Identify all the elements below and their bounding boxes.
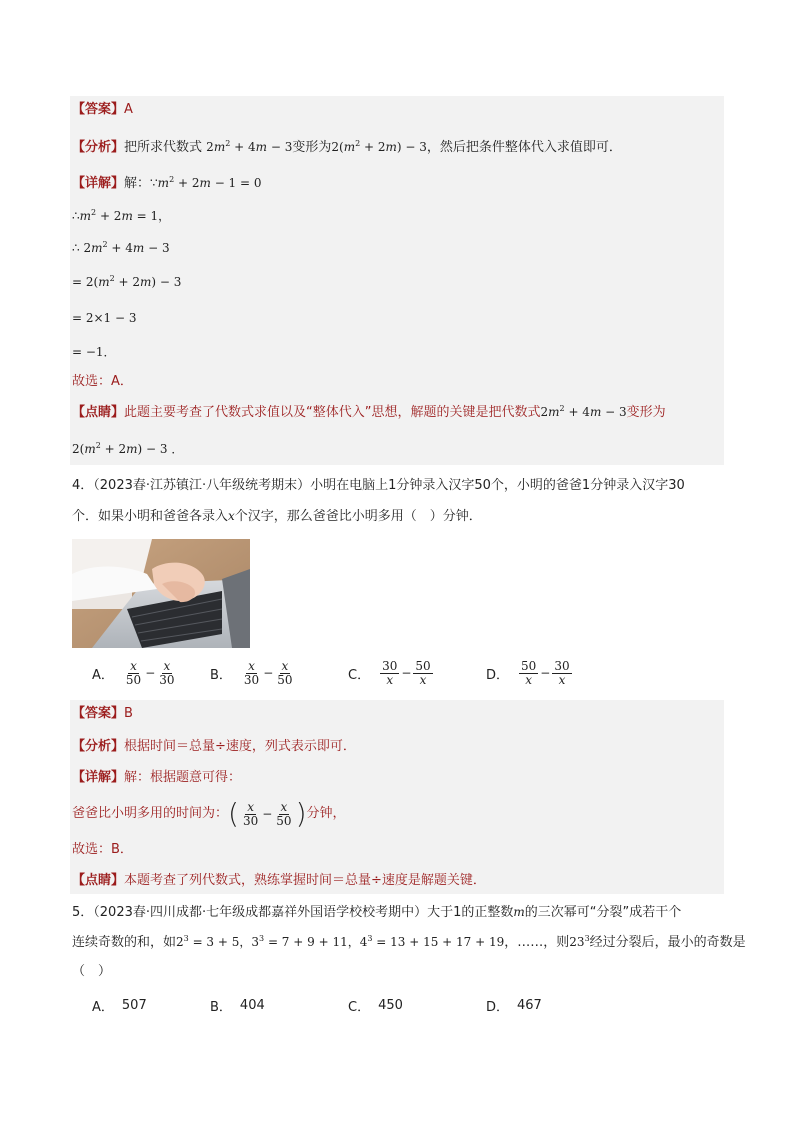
q3-step-1: $\therefore m^2 + 2m = 1$， [72,208,171,223]
answer-tag: 【答案】 [72,706,125,721]
analysis-tag: 【分析】 [72,739,125,754]
q4-detail: 【详解】解：根据题意可得： [72,770,242,785]
answer-tag: 【答案】 [72,102,125,117]
math-expression: $23^3$ [569,934,590,949]
math-expression: $2^3 = 3 + 5$，$3^3 = 7 + 9 + 11$，$4^3 = 13 + 15 + 17 + 19$ [176,934,505,949]
math-expression: $2m^2 + 4m - 3$ [206,139,293,154]
detail-tag: 【详解】 [72,176,125,191]
q3-comment: 【点睛】此题主要考查了代数式求值以及“整体代入”思想，解题的关键是把代数式$2m^2 + 4m - 3$变形为 [72,404,666,420]
math-expression: ( $\frac{x}{30}$ − $\frac{x}{50}$ ) [228,797,307,830]
comment-tag: 【点睛】 [72,873,125,888]
option-expression: $\frac{30}{x}$ − $\frac{50}{x}$ [382,659,431,687]
q4-option-c[interactable]: C． $\frac{30}{x}$ − $\frac{50}{x}$ [348,660,435,687]
q5-stem-line-2: 连续奇数的和，如$2^3 = 3 + 5$，$3^3 = 7 + 9 + 11$，$4^3 = 13 + 15 + 17 + 19$，……，则$23^3$经过分裂后，最小的奇数是 [72,934,746,950]
math-expression: $\because m^2 + 2m - 1 = 0$ [150,175,262,190]
q3-detail: 【详解】解：$\because m^2 + 2m - 1 = 0$ [72,175,262,191]
q3-analysis: 【分析】把所求代数式 $2m^2 + 4m - 3$变形为$2(m^2 + 2m) - 3$，然后把条件整体代入求值即可． [72,139,622,155]
detail-tag: 【详解】 [72,770,125,785]
q4-answer [72,704,133,724]
variable-m: m [513,905,525,919]
option-expression: $\frac{50}{x}$ − $\frac{30}{x}$ [521,659,570,687]
q3-step-5: = −1． [72,345,116,359]
q4-detail-expression: 爸爸比小明多用的时间为： ( $\frac{x}{30}$ − $\frac{x}{50}$ ) 分钟， [72,797,346,830]
math-expression: $2m^2 + 4m - 3$ [540,404,627,419]
comment-tag: 【点睛】 [72,405,125,420]
q5-option-d[interactable]: D． 467 [486,998,542,1015]
q4-comment: 【点睛】本题考查了列代数式，熟练掌握时间＝总量÷速度是解题关键． [72,873,486,888]
q4-option-b[interactable]: B． $\frac{x}{30}$ − $\frac{x}{50}$ [210,660,297,687]
q3-step-4: = 2×1 − 3 [72,311,137,325]
laptop-typing-image [72,539,250,648]
q5-option-c[interactable]: C． 450 [348,998,403,1015]
answer-value: A [124,102,133,117]
q3-step-2: ∴ $2m^2 + 4m - 3$ [72,240,170,255]
option-expression: $\frac{x}{30}$ − $\frac{x}{50}$ [243,659,293,687]
q4-option-a[interactable]: A． $\frac{x}{50}$ − $\frac{x}{30}$ [92,660,179,687]
q4-option-d[interactable]: D． $\frac{50}{x}$ − $\frac{30}{x}$ [486,660,574,687]
q4-analysis: 【分析】根据时间＝总量÷速度，列式表示即可． [72,739,356,754]
q4-stem-line-1: 4．（2023春·江苏镇江·八年级统考期末）小明在电脑上1分钟录入汉字50个，小明的爸爸1分钟录入汉字30 [72,478,685,493]
variable-x: x [228,509,235,523]
option-expression: $\frac{x}{50}$ − $\frac{x}{30}$ [125,659,175,687]
q3-comment-continuation: $2(m^2 + 2m) - 3$ ． [72,441,184,456]
q3-select: 故选：A． [72,374,133,389]
q5-stem-line-1: 5．（2023春·四川成都·七年级成都嘉祥外国语学校校考期中）大于1的正整数m的三次幂可“分裂”成若干个 [72,905,682,920]
q5-stem-line-3: （ ） [72,964,112,979]
q3-answer [72,100,133,120]
math-expression: $2(m^2 + 2m) - 3$ [331,139,427,154]
q4-select: 故选：B． [72,842,133,857]
q5-option-a[interactable]: A． 507 [92,998,147,1015]
analysis-tag: 【分析】 [72,140,125,155]
q4-stem-line-2: 个．如果小明和爸爸各录入x个汉字，那么爸爸比小明多用（ ）分钟． [72,509,482,524]
answer-value: B [124,706,133,721]
q5-option-b[interactable]: B． 404 [210,998,265,1015]
q4-solution-block [70,700,724,894]
q3-step-3: = $2(m^2 + 2m) - 3$ [72,274,182,289]
